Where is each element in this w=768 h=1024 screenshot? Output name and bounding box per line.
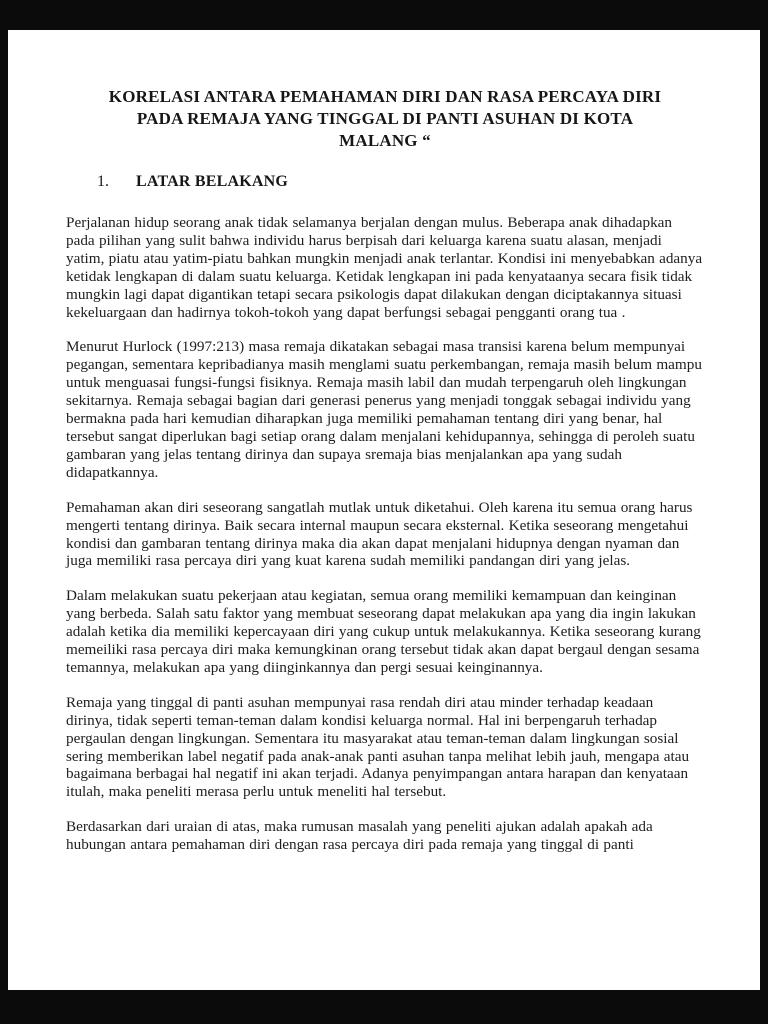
document-title-line-2: PADA REMAJA YANG TINGGAL DI PANTI ASUHAN DI KOTA	[136, 109, 634, 128]
document-title-line-3: MALANG “	[339, 131, 431, 150]
paragraph: Menurut Hurlock (1997:213) masa remaja dikatakan sebagai masa transisi karena belum mempunyai pegangan, sementara kepribadianya masih menglami suatu perkembangan, remaja masih belum mampu untuk menguasai fungsi-fungsi fisiknya. Remaja masih labil dan mudah terpengaruh oleh lingkungan sekitarnya. Remaja sebagai bagian dari generasi penerus yang menjadi tonggak sebagai individu yang bermakna pada hari kemudian diharapkan juga memiliki pemahaman tentang diri yang benar, hal tersebut sangat diperlukan bagi setiap orang dalam menjalani kehidupannya, sehingga di peroleh suatu gambaran yang jelas tentang dirinya dan supaya sremaja bias menjalankan apa yang sudah didapatkannya.	[66, 338, 702, 481]
document-title-line-1: KORELASI ANTARA PEMAHAMAN DIRI DAN RASA PERCAYA DIRI	[108, 87, 662, 106]
paragraph: Pemahaman akan diri seseorang sangatlah mutlak untuk diketahui. Oleh karena itu semua orang harus mengerti tentang dirinya. Baik secara internal maupun secara eksternal. Ketika seseorang mengetahui kondisi dan gambaran tentang dirinya maka dia akan dapat menjalani hidupnya dengan nyaman dan juga memiliki rasa percaya diri yang kuat karena sudah memiliki pandangan diri yang jelas.	[66, 498, 693, 570]
paragraph: Dalam melakukan suatu pekerjaan atau kegiatan, semua orang memiliki kemampuan dan keinginan yang berbeda. Salah satu faktor yang membuat seseorang dapat melakukan apa yang dia ingin lakukan adalah ketika dia memiliki kepercayaan diri yang cukup untuk melakukannya. Ketika seseorang kurang memeiliki rasa percaya diri maka kemungkinan orang tersebut tidak akan dapat bergaul dengan sesama temannya, melakukan apa yang diinginkannya dan pergi sesuai keinginannya.	[66, 587, 701, 676]
paragraph: Perjalanan hidup seorang anak tidak selamanya berjalan dengan mulus. Beberapa anak dihadapkan pada pilihan yang sulit bahwa individu harus berpisah dari keluarga karena suatu alasan, menjadi yatim, piatu atau yatim-piatu bahkan mungkin menjadi anak terlantar. Kondisi ini menyebabkan adanya ketidak lengkapan di dalam suatu keluarga. Ketidak lengkapan ini pada kenyataanya secara fisik tidak mungkin lagi dapat digantikan tetapi secara psikologis dapat dilakukan dengan diciptakannya situasi kekeluargaan dan hadirnya tokoh-tokoh yang dapat berfungsi sebagai pengganti orang tua .	[66, 214, 703, 321]
document-title	[72, 86, 698, 152]
document-page	[8, 30, 760, 990]
document-body	[66, 214, 704, 854]
paragraph: Remaja yang tinggal di panti asuhan mempunyai rasa rendah diri atau minder terhadap keadaan dirinya, tidak seperti teman-teman dalam kondisi keluarga normal. Hal ini berpengaruh terhadap pergaulan dengan lingkungan. Sementara itu masyarakat atau teman-teman dalam lingkungan sosial sering memberikan label negatif pada anak-anak panti asuhan tanpa melihat lebih jauh, mengapa atau bagaimana berbagai hal negatif ini akan terjadi. Adanya penyimpangan antara harapan dan kenyataan itulah, maka peneliti merasa perlu untuk meneliti hal tersebut.	[66, 693, 690, 801]
page-content	[8, 30, 760, 854]
section-heading-label: LATAR BELAKANG	[136, 173, 289, 190]
section-number: 1.	[97, 173, 109, 190]
section-heading	[97, 172, 704, 192]
paragraph: Berdasarkan dari uraian di atas, maka rumusan masalah yang peneliti ajukan adalah apakah ada hubungan antara pemahaman diri dengan rasa percaya diri pada remaja yang tinggal di panti	[66, 818, 653, 854]
